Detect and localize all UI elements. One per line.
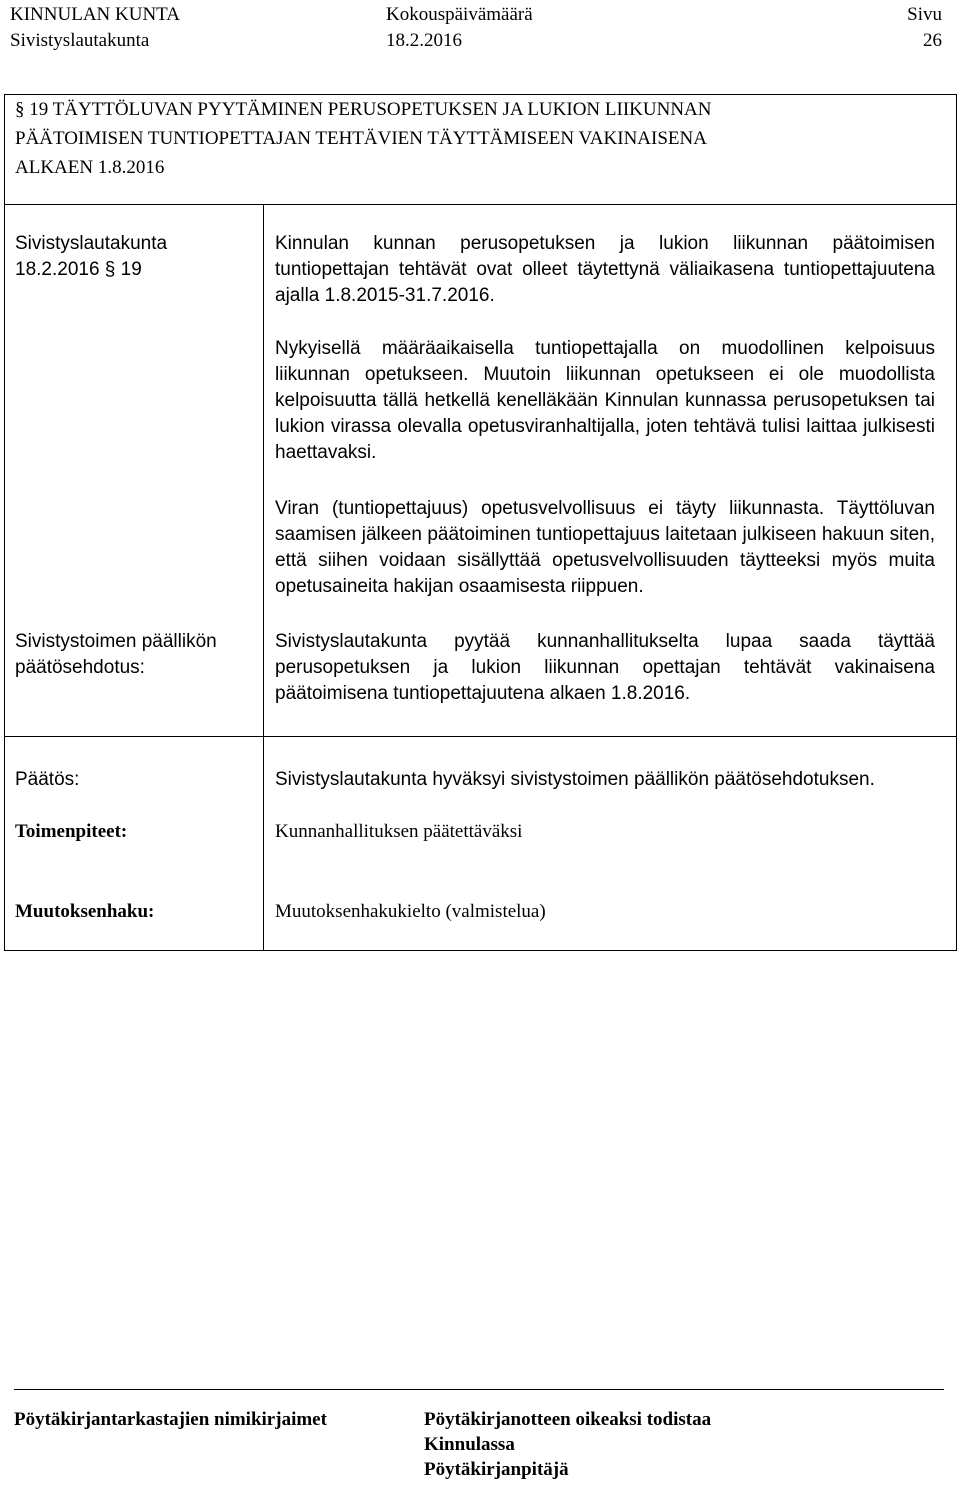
appeal-label: Muutoksenhaku:: [15, 901, 155, 922]
column-divider: [263, 205, 264, 950]
decision-text: Sivistyslautakunta hyväksyi sivistystoimen päällikön päätösehdotuksen.: [275, 769, 875, 790]
header-committee: Sivistyslautakunta: [10, 30, 150, 51]
section-title: [15, 95, 945, 182]
actions-text: Kunnanhallituksen päätettäväksi: [275, 821, 523, 842]
header-left: [10, 2, 180, 54]
appeal-text: Muutoksenhakukielto (valmistelua): [275, 901, 546, 922]
paragraph-1: Kinnulan kunnan perusopetuksen ja lukion liikunnan päätoimisen tuntiopettajan tehtävät ovat olleet täytettynä väliaikasena tuntiopettajuutena ajalla 1.8.2015-31.7.2016.: [275, 233, 935, 306]
header-middle: [386, 2, 533, 54]
header-page-number: 26: [923, 30, 942, 51]
proposal-text: Sivistyslautakunta pyytää kunnanhallitukselta lupaa saada täyttää perusopetuksen ja lukion liikunnan opettajan tehtävät vakinaisena päätoimisena tuntiopettajuutena alkaen 1.8.2016.: [275, 631, 935, 704]
paragraph-3: Viran (tuntiopettajuus) opetusvelvollisuus ei täyty liikunnasta. Täyttöluvan saamisen jälkeen päätoiminen tuntiopettajuus laitetaan julkiseen hakuun siten, että siihen voidaan sisällyttää opetusvelvollisuuden täytteeksi myös muita opetusaineita hakijan osaamisesta riippuen.: [275, 498, 935, 597]
reference-committee: Sivistyslautakunta: [15, 233, 168, 254]
header-date-label: Kokouspäivämäärä: [386, 4, 533, 25]
title-box: [4, 94, 957, 204]
proposal-label: [15, 629, 217, 681]
reference-label: [15, 231, 167, 283]
header-date: 18.2.2016: [386, 30, 462, 51]
minutes-table: [4, 204, 957, 951]
footer-certification: [424, 1407, 711, 1482]
title-line-1: § 19 TÄYTTÖLUVAN PYYTÄMINEN PERUSOPETUKSEN JA LUKION LIIKUNNAN: [15, 99, 712, 120]
footer-certified: Pöytäkirjanotteen oikeaksi todistaa: [424, 1409, 712, 1430]
reference-date: 18.2.2016 § 19: [15, 259, 142, 280]
row-divider: [5, 736, 956, 737]
proposal-label-line-1: Sivistystoimen päällikön: [15, 631, 217, 652]
actions-label: Toimenpiteet:: [15, 821, 128, 842]
footer-checkers: Pöytäkirjantarkastajien nimikirjaimet: [14, 1409, 327, 1430]
proposal-label-line-2: päätösehdotus:: [15, 657, 145, 678]
paragraph-2: Nykyisellä määräaikaisella tuntiopettajalla on muodollinen kelpoisuus liikunnan opetukseen. Muutoin liikunnan opetukseen ei ole muodollista kelpoisuutta tällä hetkellä kenelläkään Kinnulan kunnassa perusopetuksen tai lukion virassa olevalla opetusviranhaltijalla, joten tehtävä tulisi laittaa julkisesti haettavaksi.: [275, 338, 935, 463]
title-line-3: ALKAEN 1.8.2016: [15, 157, 165, 178]
footer-divider: [14, 1389, 944, 1390]
header-org: KINNULAN KUNTA: [10, 4, 180, 25]
footer-keeper: Pöytäkirjanpitäjä: [424, 1459, 569, 1480]
header-page-label: Sivu: [907, 4, 942, 25]
decision-label: Päätös:: [15, 769, 80, 790]
footer-place: Kinnulassa: [424, 1434, 515, 1455]
title-line-2: PÄÄTOIMISEN TUNTIOPETTAJAN TEHTÄVIEN TÄYTTÄMISEEN VAKINAISENA: [15, 128, 707, 149]
header-right: [880, 2, 942, 54]
